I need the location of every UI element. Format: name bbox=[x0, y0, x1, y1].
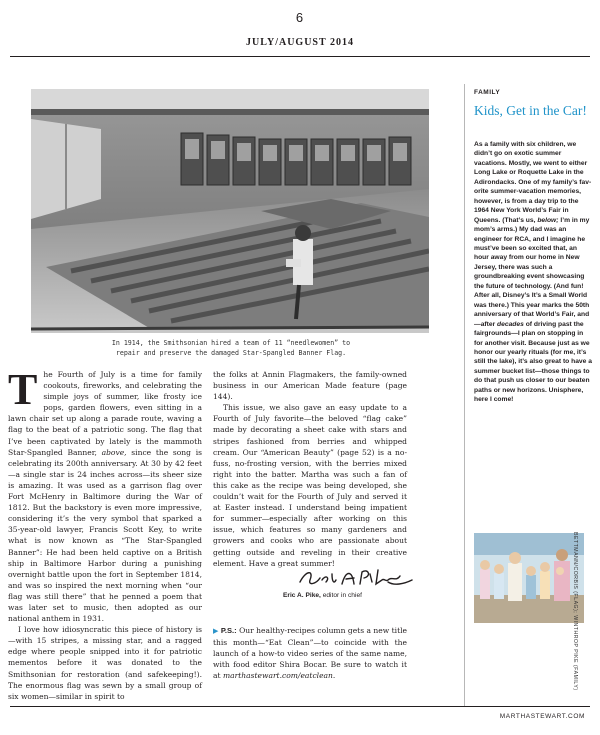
above-emphasis: above, bbox=[101, 447, 127, 457]
drop-cap: T bbox=[8, 365, 38, 414]
sidebar-body-part-1: As a family with six children, we didn’t go on exotic summer vacations. Mostly, we went to either Long Lake or Roquette Lake in the Adirondacks. One of my family’s favorite summer-vacation memories, however, is from a day trip to the 1964 New York World’s Fair in Queens. (That’s us, bbox=[474, 141, 592, 224]
ps-link[interactable]: marthastewart.com/eatclean. bbox=[222, 671, 336, 681]
article-paragraph-4: This issue, we also gave an easy update to a Fourth of July favorite—the beloved “flag cake” made by decorating a sheet cake with stars and stripes fashioned from berries and whipped cream. Our “American Beauty” (page 52) is a no-fuss, no-frosting version, with the berries mixed right into the batter. Martha was such a fan of this cake as the recipe was being developed, she couldn’t wait for the Fourth of July and served it at Easter instead. I understand being impatient for summer—especially after working on this issue, which features so many gardeners and growers and cooks who are passionate about getting outside and reveling in their creative element. Have a great summer! bbox=[213, 403, 407, 568]
triangle-icon: ▶ bbox=[213, 627, 219, 635]
article-paragraph-2: I love how idiosyncratic this piece of history is—with 15 stripes, a missing star, and a ragged edge where people snipped into it for patriotic mementos before it was donated to the Smithsonian for restoration (and safekeeping!). The enormous flag was sewn by a small group of six women—similar in spirit to bbox=[8, 625, 202, 701]
sidebar-title: Kids, Get in the Car! bbox=[474, 103, 587, 118]
sidebar-body bbox=[474, 140, 592, 405]
article-column-2 bbox=[213, 369, 407, 569]
issue-date: JULY/AUGUST 2014 bbox=[246, 37, 354, 48]
sidebar-body-part-2: I’m in my mom’s arms.) My dad was an engineer for RCA, and I imagine he must’ve been so excited that, an hour away from our home in New Jersey, there was such a groundbreaking event showcasing the future of technology. (And fun! After all, Disney’s It’s a Small World was there.) This year marks the 50th anniversary of that World’s Fair, and—after bbox=[474, 216, 590, 328]
website-footer[interactable]: MARTHASTEWART.COM bbox=[499, 713, 585, 720]
sidebar-category: FAMILY bbox=[474, 89, 501, 96]
caption-line-2: repair and preserve the damaged Star-Spangled Banner Flag. bbox=[115, 349, 347, 357]
editor-role: editor in chief bbox=[322, 592, 362, 599]
page-number: 6 bbox=[295, 10, 305, 25]
sidebar-divider bbox=[464, 84, 465, 706]
caption-line-1: In 1914, the Smithsonian hired a team of 11 “needlewomen” to bbox=[111, 339, 351, 347]
photo-credit: BETTMANN/CORBIS (FLAG); WINTHROP PIKE (FAMILY) bbox=[572, 532, 578, 691]
ps-label: P.S.: bbox=[220, 626, 237, 635]
ps-text: Our healthy-recipes column gets a new title this month—“Eat Clean”—to coincide with the launch of a how-to video series of the same name, with food editor Shira Bocar. Be sure to watch it at bbox=[213, 626, 407, 681]
photo-caption bbox=[52, 338, 410, 358]
postscript bbox=[213, 625, 407, 681]
p1-end: since the song is celebrating its 200th anniversary. At 30 by 42 feet—a single star is 24 inches across—its sheer size is amazing. It was used as a garrison flag over Fort McHenry in Baltimore during the War of 1812. But the backstory is even more impressive, considering it’s the very symbol that sparked a 35-year-old lawyer, Francis Scott Key, to write what is now known as “The Star-Spangled Banner”: He had been held captive on a British ship in Baltimore Harbor during a punishing overnight battle upon the fort in September 1814, and was so inspired the next morning when “our flag was still there” that he penned a poem that was later set to music, then adopted as our national anthem in 1931. bbox=[8, 447, 202, 624]
article-paragraph-3: the folks at Annin Flagmakers, the family-owned business in our American Made feature (page 144). bbox=[213, 370, 407, 402]
editor-signoff bbox=[283, 592, 413, 599]
flag-restoration-photo bbox=[31, 89, 429, 333]
article-column-1 bbox=[8, 365, 202, 702]
decades-emphasis: decades bbox=[497, 320, 524, 328]
sidebar-body-part-3: of driving past the fairgrounds—I plan on stopping in for another visit. Because just as we honor our yearly rituals (for me, it’s still the lake), it’s also great to have a summer bucket list—those things to do that push us closer to our beaten paths or new horizons. Unisphere, here I come! bbox=[474, 320, 592, 404]
bottom-rule bbox=[10, 706, 590, 707]
editor-signature bbox=[296, 566, 416, 590]
top-rule bbox=[10, 56, 590, 57]
p1-start: he Fourth of July is a time for family cookouts, fireworks, and celebrating the simple joys of summer, like frosty ice pops, garden flowers, even sitting in a lawn chair set up along a parade route, waving a flag to the beat of a patriotic song. The flag that I’ve been captivated by lately is the mammoth Star-Spangled Banner, bbox=[8, 370, 202, 457]
below-emphasis: below; bbox=[537, 216, 559, 224]
editor-name: Eric A. Pike, bbox=[283, 592, 321, 599]
